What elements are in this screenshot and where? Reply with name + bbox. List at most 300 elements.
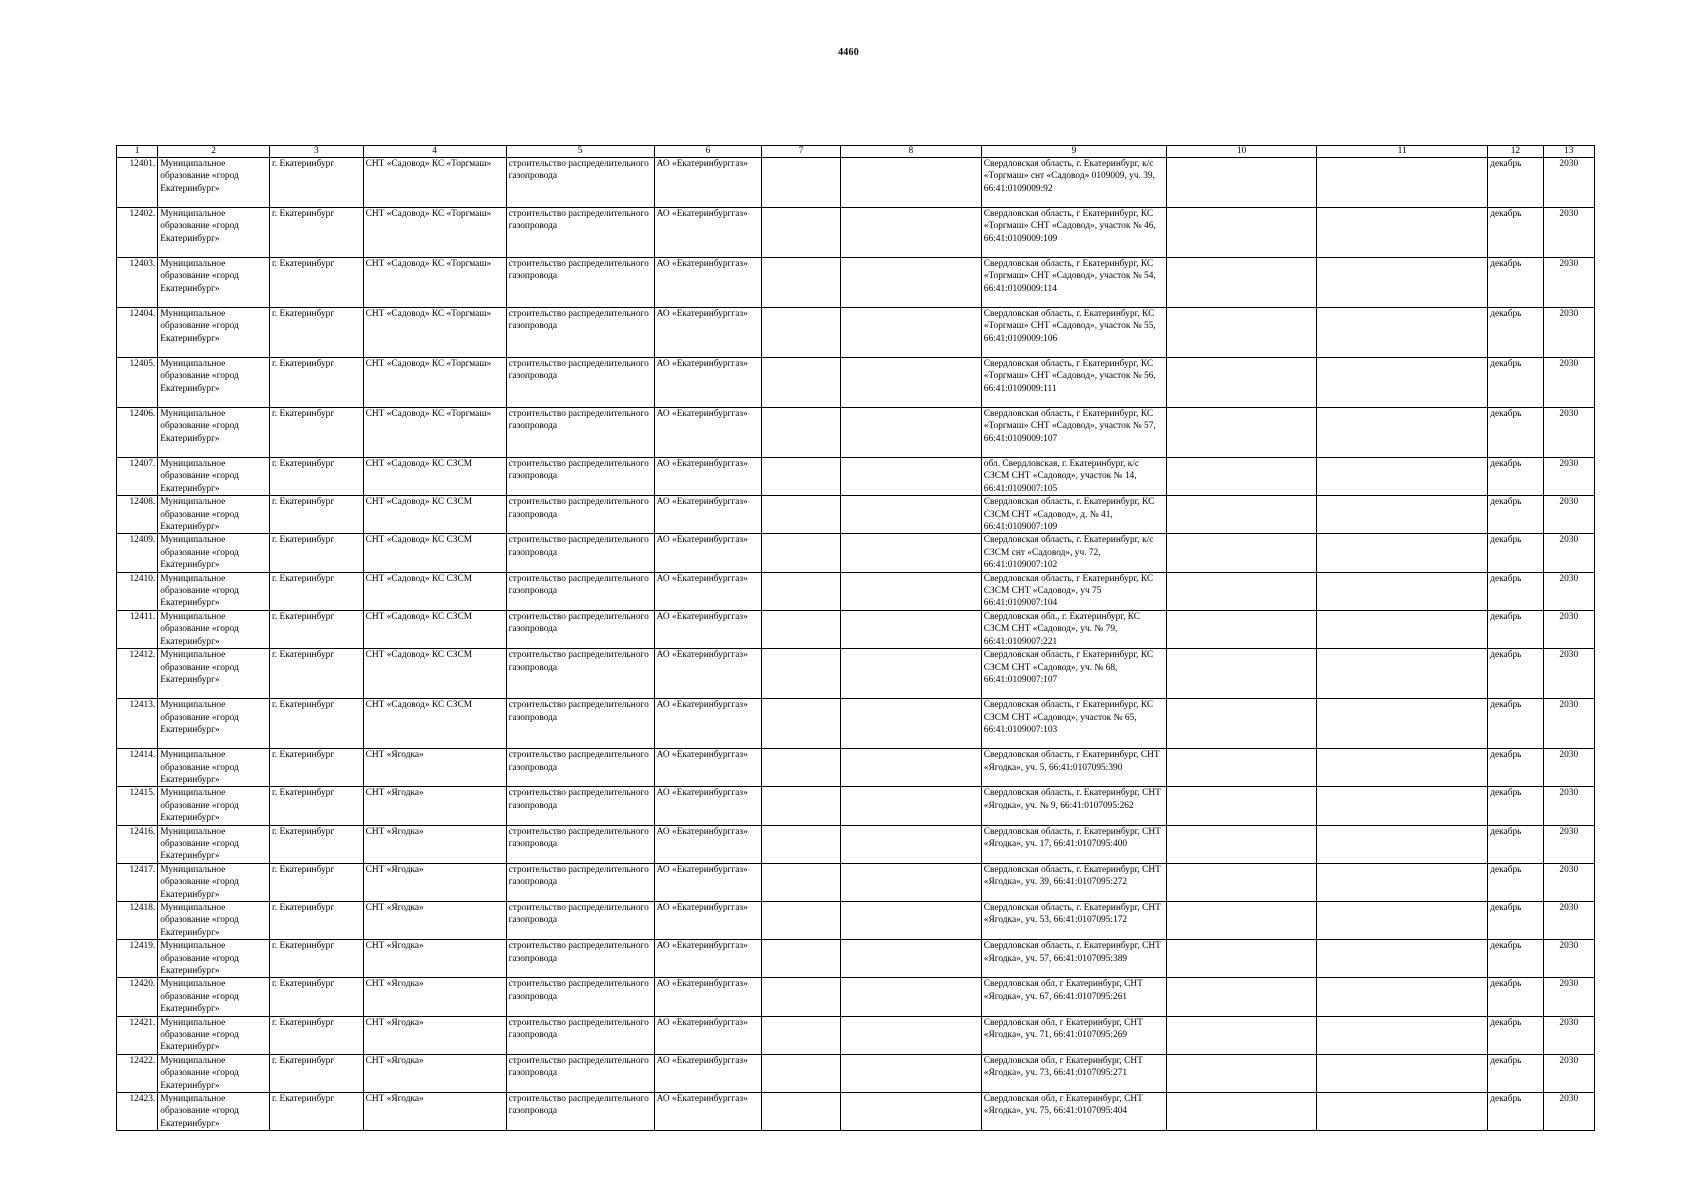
column-8-cell: [840, 208, 981, 258]
column-10-cell: [1167, 901, 1317, 939]
work-type-cell: строительство распределительного газопровода: [506, 358, 654, 408]
column-header: 2: [158, 146, 270, 158]
month-cell: декабрь: [1488, 308, 1543, 358]
column-10-cell: [1167, 158, 1317, 208]
municipality-cell: Муниципальное образование «город Екатеринбург»: [158, 572, 270, 610]
column-11-cell: [1317, 825, 1488, 863]
city-cell: г. Екатеринбург: [270, 610, 364, 648]
column-8-cell: [840, 458, 981, 496]
month-cell: декабрь: [1488, 158, 1543, 208]
column-7-cell: [762, 1054, 841, 1092]
month-cell: декабрь: [1488, 610, 1543, 648]
address-cell: Свердловская область, г Екатеринбург, КС СЗСМ СНТ «Садовод», уч. № 68, 66:41:0109007:107: [981, 649, 1166, 699]
column-header: 10: [1167, 146, 1317, 158]
column-11-cell: [1317, 1054, 1488, 1092]
table-row: [117, 978, 1595, 1016]
column-8-cell: [840, 1016, 981, 1054]
column-7-cell: [762, 534, 841, 572]
table-row: [117, 940, 1595, 978]
row-number: 12421.: [117, 1016, 158, 1054]
organization-cell: АО «Екатеринбурггаз»: [654, 534, 762, 572]
month-cell: декабрь: [1488, 572, 1543, 610]
object-cell: СНТ «Садовод» КС СЗСМ: [363, 534, 506, 572]
column-8-cell: [840, 1054, 981, 1092]
column-7-cell: [762, 458, 841, 496]
address-cell: Свердловская область, г Екатеринбург, КС «Торгмаш» СНТ «Садовод», участок № 56, 66:41:0109009:111: [981, 358, 1166, 408]
column-7-cell: [762, 649, 841, 699]
month-cell: декабрь: [1488, 749, 1543, 787]
city-cell: г. Екатеринбург: [270, 978, 364, 1016]
work-type-cell: строительство распределительного газопровода: [506, 749, 654, 787]
column-11-cell: [1317, 699, 1488, 749]
column-header: 7: [762, 146, 841, 158]
month-cell: декабрь: [1488, 534, 1543, 572]
organization-cell: АО «Екатеринбурггаз»: [654, 978, 762, 1016]
table-header: [117, 146, 1595, 158]
register-table: [116, 145, 1595, 1131]
object-cell: СНТ «Садовод» КС «Торгмаш»: [363, 208, 506, 258]
year-cell: 2030: [1543, 408, 1594, 458]
column-7-cell: [762, 572, 841, 610]
column-11-cell: [1317, 572, 1488, 610]
work-type-cell: строительство распределительного газопровода: [506, 1016, 654, 1054]
address-cell: Свердловская область, г. Екатеринбург, СНТ «Ягодка», уч. 17, 66:41:0107095:400: [981, 825, 1166, 863]
year-cell: 2030: [1543, 610, 1594, 648]
work-type-cell: строительство распределительного газопровода: [506, 408, 654, 458]
municipality-cell: Муниципальное образование «город Екатеринбург»: [158, 940, 270, 978]
object-cell: СНТ «Садовод» КС СЗСМ: [363, 649, 506, 699]
organization-cell: АО «Екатеринбурггаз»: [654, 610, 762, 648]
column-10-cell: [1167, 863, 1317, 901]
column-10-cell: [1167, 496, 1317, 534]
column-8-cell: [840, 901, 981, 939]
object-cell: СНТ «Ягодка»: [363, 1016, 506, 1054]
work-type-cell: строительство распределительного газопровода: [506, 825, 654, 863]
row-number: 12404.: [117, 308, 158, 358]
address-cell: обл. Свердловская, г. Екатеринбург, к/с СЗСМ СНТ «Садовод», участок № 14, 66:41:0109007:105: [981, 458, 1166, 496]
object-cell: СНТ «Ягодка»: [363, 940, 506, 978]
object-cell: СНТ «Садовод» КС СЗСМ: [363, 496, 506, 534]
year-cell: 2030: [1543, 572, 1594, 610]
column-11-cell: [1317, 787, 1488, 825]
month-cell: декабрь: [1488, 699, 1543, 749]
municipality-cell: Муниципальное образование «город Екатеринбург»: [158, 1054, 270, 1092]
object-cell: СНТ «Садовод» КС «Торгмаш»: [363, 258, 506, 308]
column-10-cell: [1167, 699, 1317, 749]
column-10-cell: [1167, 358, 1317, 408]
table-row: [117, 787, 1595, 825]
municipality-cell: Муниципальное образование «город Екатеринбург»: [158, 749, 270, 787]
row-number: 12409.: [117, 534, 158, 572]
year-cell: 2030: [1543, 978, 1594, 1016]
year-cell: 2030: [1543, 699, 1594, 749]
column-11-cell: [1317, 534, 1488, 572]
column-10-cell: [1167, 1016, 1317, 1054]
year-cell: 2030: [1543, 1016, 1594, 1054]
column-header: 3: [270, 146, 364, 158]
row-number: 12403.: [117, 258, 158, 308]
object-cell: СНТ «Садовод» КС СЗСМ: [363, 699, 506, 749]
address-cell: Свердловская область, г. Екатеринбург, СНТ «Ягодка», уч. 39, 66:41:0107095:272: [981, 863, 1166, 901]
object-cell: СНТ «Садовод» КС «Торгмаш»: [363, 358, 506, 408]
year-cell: 2030: [1543, 940, 1594, 978]
column-header: 11: [1317, 146, 1488, 158]
organization-cell: АО «Екатеринбурггаз»: [654, 940, 762, 978]
municipality-cell: Муниципальное образование «город Екатеринбург»: [158, 863, 270, 901]
column-7-cell: [762, 208, 841, 258]
column-10-cell: [1167, 825, 1317, 863]
year-cell: 2030: [1543, 1093, 1594, 1131]
address-cell: Свердловская обл, г Екатеринбург, СНТ «Ягодка», уч. 73, 66:41:0107095:271: [981, 1054, 1166, 1092]
row-number: 12410.: [117, 572, 158, 610]
header-row: [117, 146, 1595, 158]
address-cell: Свердловская область, г. Екатеринбург, к/с «Торгмаш» снт «Садовод» 0109009, уч. 39, 66:41:0109009:92: [981, 158, 1166, 208]
column-8-cell: [840, 496, 981, 534]
address-cell: Свердловская область, г. Екатеринбург, КС «Торгмаш» СНТ «Садовод», участок № 55, 66:41:0109009:106: [981, 308, 1166, 358]
column-10-cell: [1167, 1093, 1317, 1131]
table-row: [117, 863, 1595, 901]
column-10-cell: [1167, 787, 1317, 825]
row-number: 12411.: [117, 610, 158, 648]
organization-cell: АО «Екатеринбурггаз»: [654, 901, 762, 939]
city-cell: г. Екатеринбург: [270, 358, 364, 408]
year-cell: 2030: [1543, 358, 1594, 408]
object-cell: СНТ «Садовод» КС СЗСМ: [363, 458, 506, 496]
column-header: 4: [363, 146, 506, 158]
row-number: 12423.: [117, 1093, 158, 1131]
table-row: [117, 1093, 1595, 1131]
municipality-cell: Муниципальное образование «город Екатеринбург»: [158, 258, 270, 308]
table-row: [117, 901, 1595, 939]
row-number: 12407.: [117, 458, 158, 496]
organization-cell: АО «Екатеринбурггаз»: [654, 158, 762, 208]
year-cell: 2030: [1543, 1054, 1594, 1092]
object-cell: СНТ «Ягодка»: [363, 1054, 506, 1092]
row-number: 12408.: [117, 496, 158, 534]
table-row: [117, 496, 1595, 534]
municipality-cell: Муниципальное образование «город Екатеринбург»: [158, 901, 270, 939]
row-number: 12422.: [117, 1054, 158, 1092]
month-cell: декабрь: [1488, 1054, 1543, 1092]
column-11-cell: [1317, 496, 1488, 534]
work-type-cell: строительство распределительного газопровода: [506, 1093, 654, 1131]
table-row: [117, 358, 1595, 408]
column-8-cell: [840, 1093, 981, 1131]
month-cell: декабрь: [1488, 901, 1543, 939]
column-7-cell: [762, 825, 841, 863]
table-row: [117, 534, 1595, 572]
organization-cell: АО «Екатеринбурггаз»: [654, 258, 762, 308]
city-cell: г. Екатеринбург: [270, 258, 364, 308]
year-cell: 2030: [1543, 863, 1594, 901]
column-11-cell: [1317, 308, 1488, 358]
address-cell: Свердловская область, г. Екатеринбург, СНТ «Ягодка», уч. 57, 66:41:0107095:389: [981, 940, 1166, 978]
column-header: 5: [506, 146, 654, 158]
city-cell: г. Екатеринбург: [270, 749, 364, 787]
address-cell: Свердловская обл, г Екатеринбург, СНТ «Ягодка», уч. 75, 66:41:0107095:404: [981, 1093, 1166, 1131]
column-7-cell: [762, 863, 841, 901]
object-cell: СНТ «Садовод» КС «Торгмаш»: [363, 158, 506, 208]
column-header: 13: [1543, 146, 1594, 158]
table-row: [117, 610, 1595, 648]
year-cell: 2030: [1543, 158, 1594, 208]
month-cell: декабрь: [1488, 496, 1543, 534]
address-cell: Свердловская область, г. Екатеринбург, СНТ «Ягодка», уч. № 9, 66:41:0107095:262: [981, 787, 1166, 825]
organization-cell: АО «Екатеринбурггаз»: [654, 825, 762, 863]
column-7-cell: [762, 901, 841, 939]
column-8-cell: [840, 940, 981, 978]
object-cell: СНТ «Ягодка»: [363, 825, 506, 863]
month-cell: декабрь: [1488, 863, 1543, 901]
work-type-cell: строительство распределительного газопровода: [506, 458, 654, 496]
row-number: 12418.: [117, 901, 158, 939]
organization-cell: АО «Екатеринбурггаз»: [654, 208, 762, 258]
work-type-cell: строительство распределительного газопровода: [506, 308, 654, 358]
address-cell: Свердловская обл, г Екатеринбург, СНТ «Ягодка», уч. 71, 66:41:0107095:269: [981, 1016, 1166, 1054]
city-cell: г. Екатеринбург: [270, 699, 364, 749]
column-11-cell: [1317, 258, 1488, 308]
municipality-cell: Муниципальное образование «город Екатеринбург»: [158, 1093, 270, 1131]
year-cell: 2030: [1543, 901, 1594, 939]
column-8-cell: [840, 158, 981, 208]
month-cell: декабрь: [1488, 1093, 1543, 1131]
city-cell: г. Екатеринбург: [270, 940, 364, 978]
object-cell: СНТ «Садовод» КС СЗСМ: [363, 572, 506, 610]
year-cell: 2030: [1543, 534, 1594, 572]
month-cell: декабрь: [1488, 408, 1543, 458]
column-11-cell: [1317, 863, 1488, 901]
column-8-cell: [840, 408, 981, 458]
column-10-cell: [1167, 308, 1317, 358]
municipality-cell: Муниципальное образование «город Екатеринбург»: [158, 649, 270, 699]
year-cell: 2030: [1543, 825, 1594, 863]
month-cell: декабрь: [1488, 649, 1543, 699]
city-cell: г. Екатеринбург: [270, 863, 364, 901]
column-11-cell: [1317, 940, 1488, 978]
city-cell: г. Екатеринбург: [270, 496, 364, 534]
table-row: [117, 458, 1595, 496]
municipality-cell: Муниципальное образование «город Екатеринбург»: [158, 699, 270, 749]
column-11-cell: [1317, 208, 1488, 258]
object-cell: СНТ «Ягодка»: [363, 863, 506, 901]
city-cell: г. Екатеринбург: [270, 458, 364, 496]
row-number: 12413.: [117, 699, 158, 749]
row-number: 12412.: [117, 649, 158, 699]
municipality-cell: Муниципальное образование «город Екатеринбург»: [158, 534, 270, 572]
municipality-cell: Муниципальное образование «город Екатеринбург»: [158, 610, 270, 648]
work-type-cell: строительство распределительного газопровода: [506, 901, 654, 939]
column-11-cell: [1317, 458, 1488, 496]
column-header: 12: [1488, 146, 1543, 158]
work-type-cell: строительство распределительного газопровода: [506, 610, 654, 648]
work-type-cell: строительство распределительного газопровода: [506, 787, 654, 825]
municipality-cell: Муниципальное образование «город Екатеринбург»: [158, 208, 270, 258]
row-number: 12402.: [117, 208, 158, 258]
column-10-cell: [1167, 1054, 1317, 1092]
city-cell: г. Екатеринбург: [270, 1054, 364, 1092]
table-row: [117, 308, 1595, 358]
column-header: 9: [981, 146, 1166, 158]
address-cell: Свердловская обл., г. Екатеринбург, КС СЗСМ СНТ «Садовод», уч. № 79, 66:41:0109007:221: [981, 610, 1166, 648]
page-number: 4460: [838, 47, 859, 58]
object-cell: СНТ «Садовод» КС «Торгмаш»: [363, 408, 506, 458]
city-cell: г. Екатеринбург: [270, 408, 364, 458]
address-cell: Свердловская область, г. Екатеринбург, СНТ «Ягодка», уч. 53, 66:41:0107095:172: [981, 901, 1166, 939]
row-number: 12405.: [117, 358, 158, 408]
column-8-cell: [840, 749, 981, 787]
column-8-cell: [840, 787, 981, 825]
work-type-cell: строительство распределительного газопровода: [506, 649, 654, 699]
column-7-cell: [762, 408, 841, 458]
table-row: [117, 258, 1595, 308]
work-type-cell: строительство распределительного газопровода: [506, 572, 654, 610]
column-7-cell: [762, 258, 841, 308]
city-cell: г. Екатеринбург: [270, 1093, 364, 1131]
organization-cell: АО «Екатеринбурггаз»: [654, 649, 762, 699]
column-8-cell: [840, 649, 981, 699]
column-11-cell: [1317, 1093, 1488, 1131]
organization-cell: АО «Екатеринбурггаз»: [654, 787, 762, 825]
column-10-cell: [1167, 572, 1317, 610]
year-cell: 2030: [1543, 258, 1594, 308]
column-header: 1: [117, 146, 158, 158]
municipality-cell: Муниципальное образование «город Екатеринбург»: [158, 825, 270, 863]
address-cell: Свердловская область, г Екатеринбург, КС «Торгмаш» СНТ «Садовод», участок № 54, 66:41:0109009:114: [981, 258, 1166, 308]
municipality-cell: Муниципальное образование «город Екатеринбург»: [158, 787, 270, 825]
work-type-cell: строительство распределительного газопровода: [506, 863, 654, 901]
city-cell: г. Екатеринбург: [270, 649, 364, 699]
month-cell: декабрь: [1488, 258, 1543, 308]
column-11-cell: [1317, 610, 1488, 648]
city-cell: г. Екатеринбург: [270, 158, 364, 208]
month-cell: декабрь: [1488, 978, 1543, 1016]
work-type-cell: строительство распределительного газопровода: [506, 1054, 654, 1092]
object-cell: СНТ «Ягодка»: [363, 1093, 506, 1131]
object-cell: СНТ «Ягодка»: [363, 901, 506, 939]
column-10-cell: [1167, 458, 1317, 496]
year-cell: 2030: [1543, 208, 1594, 258]
organization-cell: АО «Екатеринбурггаз»: [654, 1054, 762, 1092]
column-8-cell: [840, 358, 981, 408]
table-row: [117, 699, 1595, 749]
year-cell: 2030: [1543, 308, 1594, 358]
table-row: [117, 749, 1595, 787]
organization-cell: АО «Екатеринбурггаз»: [654, 572, 762, 610]
month-cell: декабрь: [1488, 825, 1543, 863]
column-7-cell: [762, 358, 841, 408]
column-10-cell: [1167, 408, 1317, 458]
column-8-cell: [840, 308, 981, 358]
address-cell: Свердловская обл, г Екатеринбург, СНТ «Ягодка», уч. 67, 66:41:0107095:261: [981, 978, 1166, 1016]
row-number: 12420.: [117, 978, 158, 1016]
row-number: 12419.: [117, 940, 158, 978]
column-11-cell: [1317, 649, 1488, 699]
table-row: [117, 1054, 1595, 1092]
row-number: 12416.: [117, 825, 158, 863]
table-row: [117, 649, 1595, 699]
table-row: [117, 572, 1595, 610]
organization-cell: АО «Екатеринбурггаз»: [654, 408, 762, 458]
column-7-cell: [762, 749, 841, 787]
column-7-cell: [762, 308, 841, 358]
address-cell: Свердловская область, г. Екатеринбург, к/с СЗСМ снт «Садовод», уч. 72, 66:41:0109007:102: [981, 534, 1166, 572]
column-7-cell: [762, 699, 841, 749]
column-11-cell: [1317, 749, 1488, 787]
municipality-cell: Муниципальное образование «город Екатеринбург»: [158, 358, 270, 408]
city-cell: г. Екатеринбург: [270, 208, 364, 258]
column-8-cell: [840, 699, 981, 749]
work-type-cell: строительство распределительного газопровода: [506, 940, 654, 978]
organization-cell: АО «Екатеринбурггаз»: [654, 863, 762, 901]
column-header: 6: [654, 146, 762, 158]
column-10-cell: [1167, 749, 1317, 787]
column-10-cell: [1167, 649, 1317, 699]
organization-cell: АО «Екатеринбурггаз»: [654, 749, 762, 787]
city-cell: г. Екатеринбург: [270, 825, 364, 863]
work-type-cell: строительство распределительного газопровода: [506, 158, 654, 208]
month-cell: декабрь: [1488, 358, 1543, 408]
column-7-cell: [762, 1093, 841, 1131]
municipality-cell: Муниципальное образование «город Екатеринбург»: [158, 308, 270, 358]
municipality-cell: Муниципальное образование «город Екатеринбург»: [158, 458, 270, 496]
month-cell: декабрь: [1488, 458, 1543, 496]
column-10-cell: [1167, 534, 1317, 572]
row-number: 12401.: [117, 158, 158, 208]
year-cell: 2030: [1543, 649, 1594, 699]
municipality-cell: Муниципальное образование «город Екатеринбург»: [158, 978, 270, 1016]
organization-cell: АО «Екатеринбурггаз»: [654, 458, 762, 496]
table-body: [117, 158, 1595, 1131]
city-cell: г. Екатеринбург: [270, 534, 364, 572]
row-number: 12415.: [117, 787, 158, 825]
organization-cell: АО «Екатеринбурггаз»: [654, 1093, 762, 1131]
column-7-cell: [762, 158, 841, 208]
organization-cell: АО «Екатеринбурггаз»: [654, 308, 762, 358]
column-7-cell: [762, 940, 841, 978]
column-10-cell: [1167, 610, 1317, 648]
organization-cell: АО «Екатеринбурггаз»: [654, 699, 762, 749]
column-11-cell: [1317, 158, 1488, 208]
column-11-cell: [1317, 978, 1488, 1016]
organization-cell: АО «Екатеринбурггаз»: [654, 1016, 762, 1054]
address-cell: Свердловская область, г. Екатеринбург, КС СЗСМ СНТ «Садовод», д. № 41, 66:41:0109007:109: [981, 496, 1166, 534]
column-10-cell: [1167, 258, 1317, 308]
column-8-cell: [840, 825, 981, 863]
row-number: 12406.: [117, 408, 158, 458]
month-cell: декабрь: [1488, 208, 1543, 258]
object-cell: СНТ «Ягодка»: [363, 749, 506, 787]
column-11-cell: [1317, 901, 1488, 939]
work-type-cell: строительство распределительного газопровода: [506, 534, 654, 572]
city-cell: г. Екатеринбург: [270, 572, 364, 610]
column-8-cell: [840, 863, 981, 901]
column-7-cell: [762, 787, 841, 825]
work-type-cell: строительство распределительного газопровода: [506, 496, 654, 534]
table-row: [117, 208, 1595, 258]
table-row: [117, 825, 1595, 863]
column-11-cell: [1317, 1016, 1488, 1054]
city-cell: г. Екатеринбург: [270, 308, 364, 358]
work-type-cell: строительство распределительного газопровода: [506, 978, 654, 1016]
table-row: [117, 158, 1595, 208]
month-cell: декабрь: [1488, 1016, 1543, 1054]
address-cell: Свердловская область, г Екатеринбург, КС «Торгмаш» СНТ «Садовод», участок № 57, 66:41:0109009:107: [981, 408, 1166, 458]
column-8-cell: [840, 978, 981, 1016]
address-cell: Свердловская область, г Екатеринбург, КС СЗСМ СНТ «Садовод», уч 75 66:41:0109007:104: [981, 572, 1166, 610]
organization-cell: АО «Екатеринбурггаз»: [654, 496, 762, 534]
column-8-cell: [840, 572, 981, 610]
municipality-cell: Муниципальное образование «город Екатеринбург»: [158, 1016, 270, 1054]
